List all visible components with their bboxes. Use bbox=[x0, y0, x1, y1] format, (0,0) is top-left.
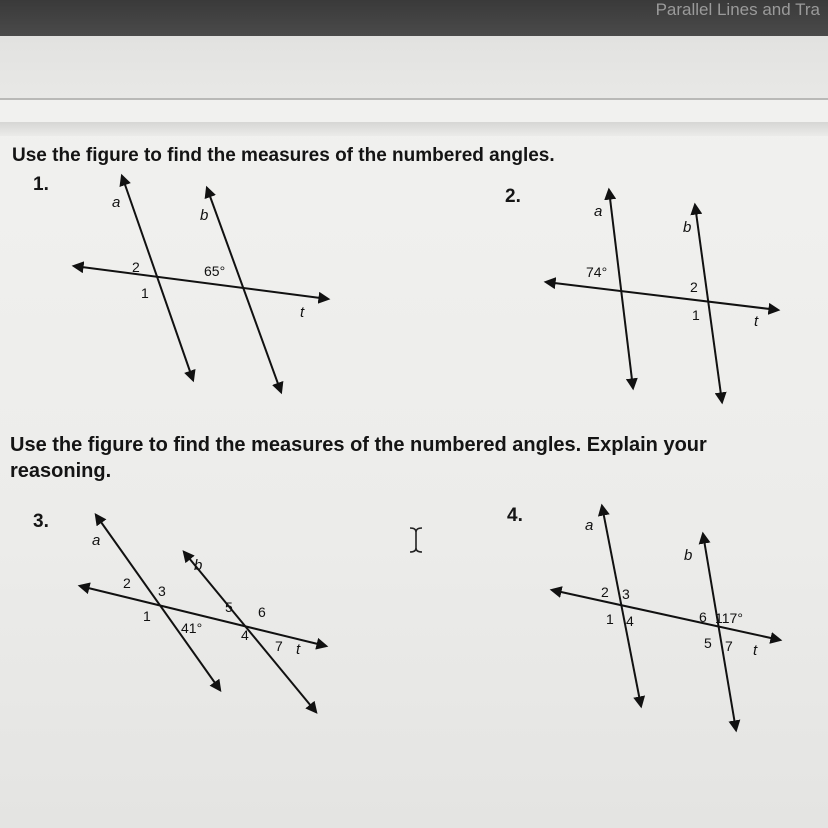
fig2-given-angle: 74° bbox=[586, 264, 608, 280]
tab-title[interactable]: Parallel Lines and Tra bbox=[655, 0, 820, 19]
fig4-label-a: a bbox=[585, 517, 594, 534]
fig4-label-t: t bbox=[753, 642, 758, 659]
fig3-given-angle: 41° bbox=[181, 620, 203, 636]
fig3-label-t: t bbox=[296, 641, 301, 658]
fig2-line-a bbox=[609, 190, 633, 388]
fig4-angle-4: 4 bbox=[626, 613, 634, 629]
fig2-angle-1: 1 bbox=[692, 307, 700, 323]
fig4-line-t bbox=[552, 590, 780, 640]
fig1-label-a: a bbox=[112, 194, 121, 211]
fig4-angle-1: 1 bbox=[606, 611, 614, 627]
fig2-label-a: a bbox=[594, 203, 603, 220]
fig3-angle-6: 6 bbox=[258, 604, 266, 620]
fig3-line-a bbox=[96, 515, 220, 690]
fig4-angle-2: 2 bbox=[601, 584, 609, 600]
fig2-label-b: b bbox=[683, 219, 692, 236]
problem-number-1: 1. bbox=[33, 174, 49, 195]
fig4-line-b bbox=[703, 534, 736, 730]
fig3-line-b bbox=[184, 552, 316, 712]
problem-number-4: 4. bbox=[507, 505, 523, 526]
figure-1 bbox=[74, 176, 328, 392]
fig2-label-t: t bbox=[754, 313, 759, 330]
fig4-angle-5: 5 bbox=[704, 635, 712, 651]
fig1-label-t: t bbox=[300, 304, 305, 321]
fig1-line-a bbox=[122, 176, 193, 380]
fig3-angle-4: 4 bbox=[241, 627, 249, 643]
fig4-label-b: b bbox=[684, 547, 693, 564]
figure-4 bbox=[552, 506, 780, 730]
figure-3 bbox=[80, 515, 326, 712]
fig1-line-b bbox=[207, 188, 281, 392]
fig1-angle-1: 1 bbox=[141, 285, 149, 301]
fig2-angle-2: 2 bbox=[690, 279, 698, 295]
fig3-label-b: b bbox=[194, 557, 203, 574]
fig4-angle-3: 3 bbox=[622, 586, 630, 602]
fig4-angle-7: 7 bbox=[725, 638, 733, 654]
instruction-section-1: Use the figure to find the measures of the numbered angles. bbox=[12, 145, 555, 166]
fig4-given-angle: 117° bbox=[715, 610, 743, 626]
fig1-line-t bbox=[74, 266, 328, 299]
fig1-given-angle: 65° bbox=[204, 263, 226, 279]
fig1-label-b: b bbox=[200, 207, 209, 224]
fig3-angle-1: 1 bbox=[143, 608, 151, 624]
fig3-angle-3: 3 bbox=[158, 583, 166, 599]
figure-2 bbox=[546, 190, 778, 402]
fig3-line-t bbox=[80, 586, 326, 646]
fig2-line-t bbox=[546, 282, 778, 310]
fig4-angle-6: 6 bbox=[699, 609, 707, 625]
fig3-angle-7: 7 bbox=[275, 638, 283, 654]
problem-number-2: 2. bbox=[505, 186, 521, 207]
fig3-angle-2: 2 bbox=[123, 575, 131, 591]
instruction-section-2: Use the figure to find the measures of the numbered angles. Explain your reasoning. bbox=[10, 434, 707, 482]
fig3-angle-5: 5 bbox=[225, 599, 233, 615]
fig1-angle-2: 2 bbox=[132, 259, 140, 275]
i-beam-cursor-icon bbox=[405, 526, 427, 554]
problem-number-3: 3. bbox=[33, 511, 49, 532]
fig3-label-a: a bbox=[92, 532, 101, 549]
